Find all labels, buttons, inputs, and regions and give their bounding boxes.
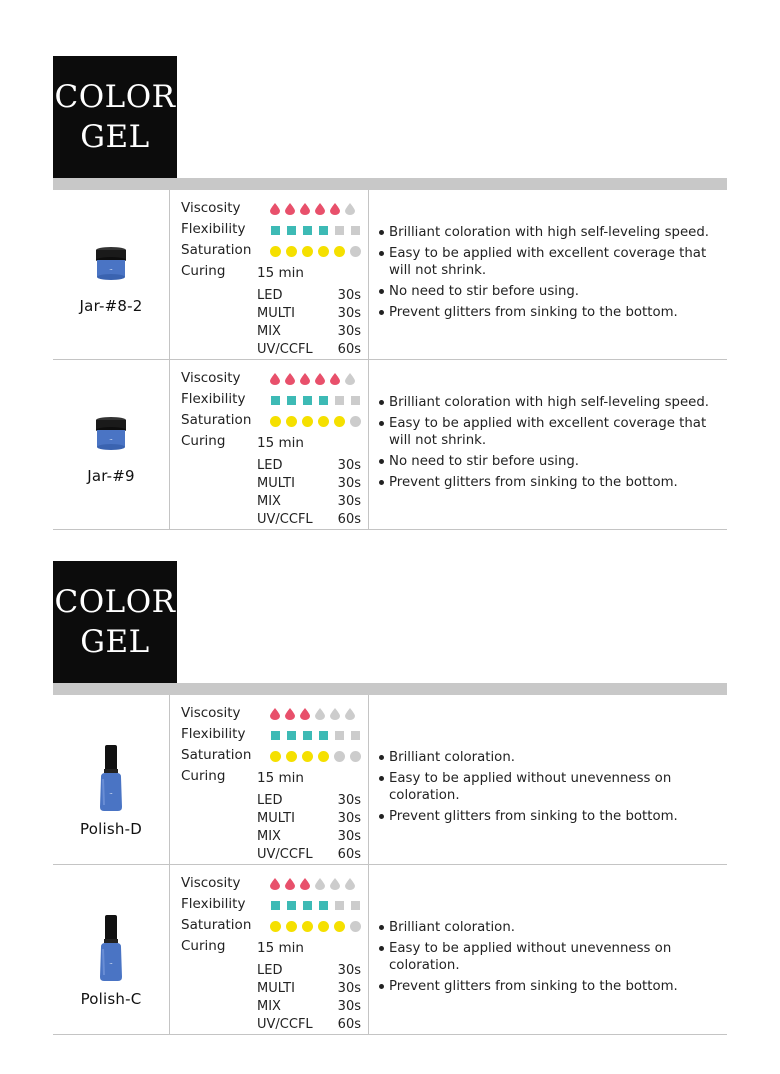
curing-row — [257, 323, 361, 341]
curing-row — [257, 792, 361, 810]
product-name: Polish-D — [80, 820, 142, 838]
viscosity-drop-icon — [315, 878, 325, 890]
saturation-dot-icon — [334, 416, 345, 427]
curing-lamp-time: 30s — [337, 999, 361, 1014]
saturation-icons — [270, 920, 361, 932]
flexibility-rating — [181, 389, 259, 409]
saturation-icons — [270, 750, 361, 762]
curing-time: 15 min — [257, 435, 304, 451]
viscosity-label: Viscosity — [181, 200, 241, 216]
curing-row — [257, 828, 361, 846]
product-column — [53, 360, 170, 529]
flexibility-square-icon — [303, 396, 312, 405]
curing-lamp-time: 30s — [337, 288, 361, 303]
saturation-rating — [181, 745, 259, 765]
section-title-line1: COLOR — [54, 79, 176, 115]
flexibility-label: Flexibility — [181, 391, 246, 407]
product-name: Jar-#8-2 — [79, 297, 143, 315]
saturation-dot-icon — [302, 751, 313, 762]
flexibility-square-icon — [351, 226, 360, 235]
flexibility-icons — [270, 394, 361, 406]
viscosity-drop-icon — [285, 878, 295, 890]
flexibility-rating — [181, 724, 259, 744]
bottle-product-image — [95, 743, 127, 813]
curing-time: 15 min — [257, 940, 304, 956]
viscosity-drop-icon — [315, 203, 325, 215]
product-row — [53, 190, 727, 360]
saturation-dot-icon — [350, 246, 361, 257]
saturation-dot-icon — [270, 921, 281, 932]
curing-lamp-name: UV/CCFL — [257, 512, 313, 527]
viscosity-drop-icon — [285, 203, 295, 215]
curing-time: 15 min — [257, 265, 304, 281]
product-column — [53, 190, 170, 359]
flexibility-square-icon — [287, 396, 296, 405]
saturation-dot-icon — [350, 751, 361, 762]
flexibility-square-icon — [351, 901, 360, 910]
product-row — [53, 360, 727, 530]
saturation-dot-icon — [270, 246, 281, 257]
curing-row — [257, 846, 361, 864]
viscosity-drop-icon — [345, 203, 355, 215]
saturation-label: Saturation — [181, 412, 252, 428]
viscosity-drop-icon — [270, 373, 280, 385]
product-image — [94, 245, 128, 285]
flexibility-square-icon — [351, 396, 360, 405]
saturation-dot-icon — [286, 751, 297, 762]
flexibility-square-icon — [271, 731, 280, 740]
curing-row — [257, 810, 361, 828]
saturation-dot-icon — [334, 246, 345, 257]
saturation-label: Saturation — [181, 917, 252, 933]
feature-item: Prevent glitters from sinking to the bottom. — [379, 474, 727, 491]
viscosity-drop-icon — [345, 373, 355, 385]
flexibility-square-icon — [287, 901, 296, 910]
curing-lamp-time: 30s — [337, 306, 361, 321]
viscosity-drop-icon — [315, 373, 325, 385]
product-column — [53, 865, 170, 1034]
curing-row — [257, 287, 361, 305]
viscosity-drop-icon — [345, 708, 355, 720]
feature-item: Easy to be applied with excellent coverage that will not shrink. — [379, 245, 727, 279]
features-list — [379, 224, 727, 325]
viscosity-drop-icon — [330, 203, 340, 215]
feature-item: No need to stir before using. — [379, 283, 727, 300]
specs-column — [170, 360, 369, 529]
curing-lamp-time: 60s — [337, 342, 361, 357]
flexibility-square-icon — [335, 731, 344, 740]
viscosity-drop-icon — [300, 373, 310, 385]
features-column — [369, 865, 727, 1034]
curing-lamp-name: MULTI — [257, 306, 295, 321]
jar-product-image — [94, 415, 128, 451]
flexibility-square-icon — [335, 396, 344, 405]
saturation-rating — [181, 915, 259, 935]
saturation-dot-icon — [286, 416, 297, 427]
features-list — [379, 394, 727, 495]
feature-item: Brilliant coloration with high self-leveling speed. — [379, 224, 727, 241]
flexibility-icons — [270, 899, 361, 911]
flexibility-square-icon — [319, 731, 328, 740]
viscosity-drop-icon — [330, 708, 340, 720]
flexibility-square-icon — [335, 226, 344, 235]
product-image — [95, 743, 127, 817]
specs-column — [170, 865, 369, 1034]
curing-lamp-name: MIX — [257, 324, 281, 339]
features-column — [369, 360, 727, 529]
feature-item: Easy to be applied with excellent coverage that will not shrink. — [379, 415, 727, 449]
feature-item: Prevent glitters from sinking to the bottom. — [379, 978, 727, 995]
flexibility-square-icon — [335, 901, 344, 910]
curing-row — [257, 962, 361, 980]
saturation-label: Saturation — [181, 242, 252, 258]
curing-lamp-time: 30s — [337, 476, 361, 491]
flexibility-square-icon — [271, 396, 280, 405]
product-image — [94, 415, 128, 455]
feature-item: Prevent glitters from sinking to the bottom. — [379, 808, 727, 825]
curing-time: 15 min — [257, 770, 304, 786]
viscosity-rating — [181, 368, 259, 388]
flexibility-square-icon — [287, 226, 296, 235]
curing-row — [257, 1016, 361, 1034]
curing-lamp-name: MULTI — [257, 476, 295, 491]
viscosity-drop-icon — [285, 708, 295, 720]
curing-lamp-time: 60s — [337, 512, 361, 527]
features-column — [369, 190, 727, 359]
curing-lamp-time: 30s — [337, 963, 361, 978]
product-image — [95, 913, 127, 987]
curing-lamp-name: LED — [257, 458, 283, 473]
product-row — [53, 695, 727, 865]
saturation-dot-icon — [318, 416, 329, 427]
flexibility-label: Flexibility — [181, 896, 246, 912]
viscosity-drop-icon — [285, 373, 295, 385]
features-list — [379, 749, 727, 829]
feature-item: Easy to be applied without unevenness on coloration. — [379, 940, 727, 974]
curing-lamp-time: 30s — [337, 793, 361, 808]
curing-label: Curing — [181, 768, 226, 784]
saturation-dot-icon — [350, 921, 361, 932]
viscosity-drop-icon — [330, 878, 340, 890]
viscosity-drop-icon — [270, 708, 280, 720]
curing-lamp-name: LED — [257, 288, 283, 303]
curing-lamp-name: UV/CCFL — [257, 342, 313, 357]
viscosity-icons — [270, 203, 355, 215]
viscosity-drop-icon — [345, 878, 355, 890]
viscosity-icons — [270, 708, 355, 720]
curing-lamp-time: 30s — [337, 494, 361, 509]
section-title-block — [53, 56, 177, 178]
curing-lamp-name: UV/CCFL — [257, 1017, 313, 1032]
viscosity-rating — [181, 703, 259, 723]
curing-lamp-name: MIX — [257, 829, 281, 844]
curing-label: Curing — [181, 938, 226, 954]
section-divider-bar — [53, 683, 727, 695]
saturation-dot-icon — [270, 751, 281, 762]
svg-text:~: ~ — [109, 267, 113, 272]
flexibility-rating — [181, 219, 259, 239]
saturation-dot-icon — [318, 246, 329, 257]
saturation-dot-icon — [302, 921, 313, 932]
flexibility-square-icon — [319, 901, 328, 910]
saturation-dot-icon — [302, 416, 313, 427]
saturation-dot-icon — [286, 921, 297, 932]
features-list — [379, 919, 727, 999]
viscosity-rating — [181, 873, 259, 893]
feature-item: Brilliant coloration. — [379, 749, 727, 766]
viscosity-drop-icon — [330, 373, 340, 385]
curing-row — [257, 493, 361, 511]
product-name: Polish-C — [80, 990, 142, 1008]
curing-lamp-time: 60s — [337, 847, 361, 862]
flexibility-square-icon — [303, 731, 312, 740]
feature-item: No need to stir before using. — [379, 453, 727, 470]
product-name: Jar-#9 — [87, 467, 135, 485]
color-gel-section-2 — [53, 561, 727, 1035]
features-column — [369, 695, 727, 864]
section-title-line1: COLOR — [54, 584, 176, 620]
curing-lamp-time: 30s — [337, 324, 361, 339]
saturation-dot-icon — [334, 921, 345, 932]
viscosity-label: Viscosity — [181, 875, 241, 891]
viscosity-drop-icon — [300, 203, 310, 215]
section-divider-bar — [53, 178, 727, 190]
saturation-dot-icon — [286, 246, 297, 257]
curing-lamp-name: LED — [257, 793, 283, 808]
jar-product-image — [94, 245, 128, 281]
curing-row — [257, 457, 361, 475]
svg-text:~: ~ — [109, 961, 113, 966]
curing-lamp-time: 60s — [337, 1017, 361, 1032]
saturation-dot-icon — [318, 751, 329, 762]
curing-lamp-time: 30s — [337, 829, 361, 844]
flexibility-square-icon — [303, 901, 312, 910]
viscosity-icons — [270, 373, 355, 385]
curing-lamp-name: MIX — [257, 494, 281, 509]
flexibility-label: Flexibility — [181, 221, 246, 237]
svg-text:~: ~ — [109, 437, 113, 442]
viscosity-icons — [270, 878, 355, 890]
curing-lamp-name: MULTI — [257, 811, 295, 826]
curing-row — [257, 980, 361, 998]
specs-column — [170, 190, 369, 359]
saturation-dot-icon — [350, 416, 361, 427]
flexibility-rating — [181, 894, 259, 914]
curing-lamp-time: 30s — [337, 981, 361, 996]
flexibility-icons — [270, 729, 361, 741]
saturation-rating — [181, 410, 259, 430]
viscosity-label: Viscosity — [181, 370, 241, 386]
flexibility-square-icon — [351, 731, 360, 740]
saturation-dot-icon — [318, 921, 329, 932]
curing-row — [257, 998, 361, 1016]
viscosity-drop-icon — [270, 203, 280, 215]
feature-item: Brilliant coloration with high self-leveling speed. — [379, 394, 727, 411]
viscosity-label: Viscosity — [181, 705, 241, 721]
product-column — [53, 695, 170, 864]
curing-label: Curing — [181, 263, 226, 279]
saturation-dot-icon — [270, 416, 281, 427]
flexibility-square-icon — [271, 226, 280, 235]
feature-item: Easy to be applied without unevenness on coloration. — [379, 770, 727, 804]
viscosity-drop-icon — [300, 878, 310, 890]
curing-label: Curing — [181, 433, 226, 449]
viscosity-drop-icon — [315, 708, 325, 720]
bottle-product-image — [95, 913, 127, 983]
specs-column — [170, 695, 369, 864]
color-gel-section-1 — [53, 56, 727, 530]
saturation-rating — [181, 240, 259, 260]
viscosity-rating — [181, 198, 259, 218]
flexibility-square-icon — [319, 396, 328, 405]
flexibility-square-icon — [319, 226, 328, 235]
curing-lamp-time: 30s — [337, 811, 361, 826]
saturation-dot-icon — [334, 751, 345, 762]
flexibility-square-icon — [287, 731, 296, 740]
flexibility-square-icon — [303, 226, 312, 235]
saturation-icons — [270, 245, 361, 257]
curing-row — [257, 511, 361, 529]
curing-lamp-name: MIX — [257, 999, 281, 1014]
curing-row — [257, 305, 361, 323]
feature-item: Prevent glitters from sinking to the bottom. — [379, 304, 727, 321]
flexibility-square-icon — [271, 901, 280, 910]
saturation-label: Saturation — [181, 747, 252, 763]
svg-text:~: ~ — [109, 791, 113, 796]
curing-lamp-name: MULTI — [257, 981, 295, 996]
flexibility-icons — [270, 224, 361, 236]
feature-item: Brilliant coloration. — [379, 919, 727, 936]
saturation-dot-icon — [302, 246, 313, 257]
saturation-icons — [270, 415, 361, 427]
curing-lamp-time: 30s — [337, 458, 361, 473]
product-row — [53, 865, 727, 1035]
section-title-line2: GEL — [80, 119, 150, 155]
viscosity-drop-icon — [300, 708, 310, 720]
curing-row — [257, 341, 361, 359]
flexibility-label: Flexibility — [181, 726, 246, 742]
section-title-line2: GEL — [80, 624, 150, 660]
curing-lamp-name: LED — [257, 963, 283, 978]
viscosity-drop-icon — [270, 878, 280, 890]
section-title-block — [53, 561, 177, 683]
curing-lamp-name: UV/CCFL — [257, 847, 313, 862]
curing-row — [257, 475, 361, 493]
